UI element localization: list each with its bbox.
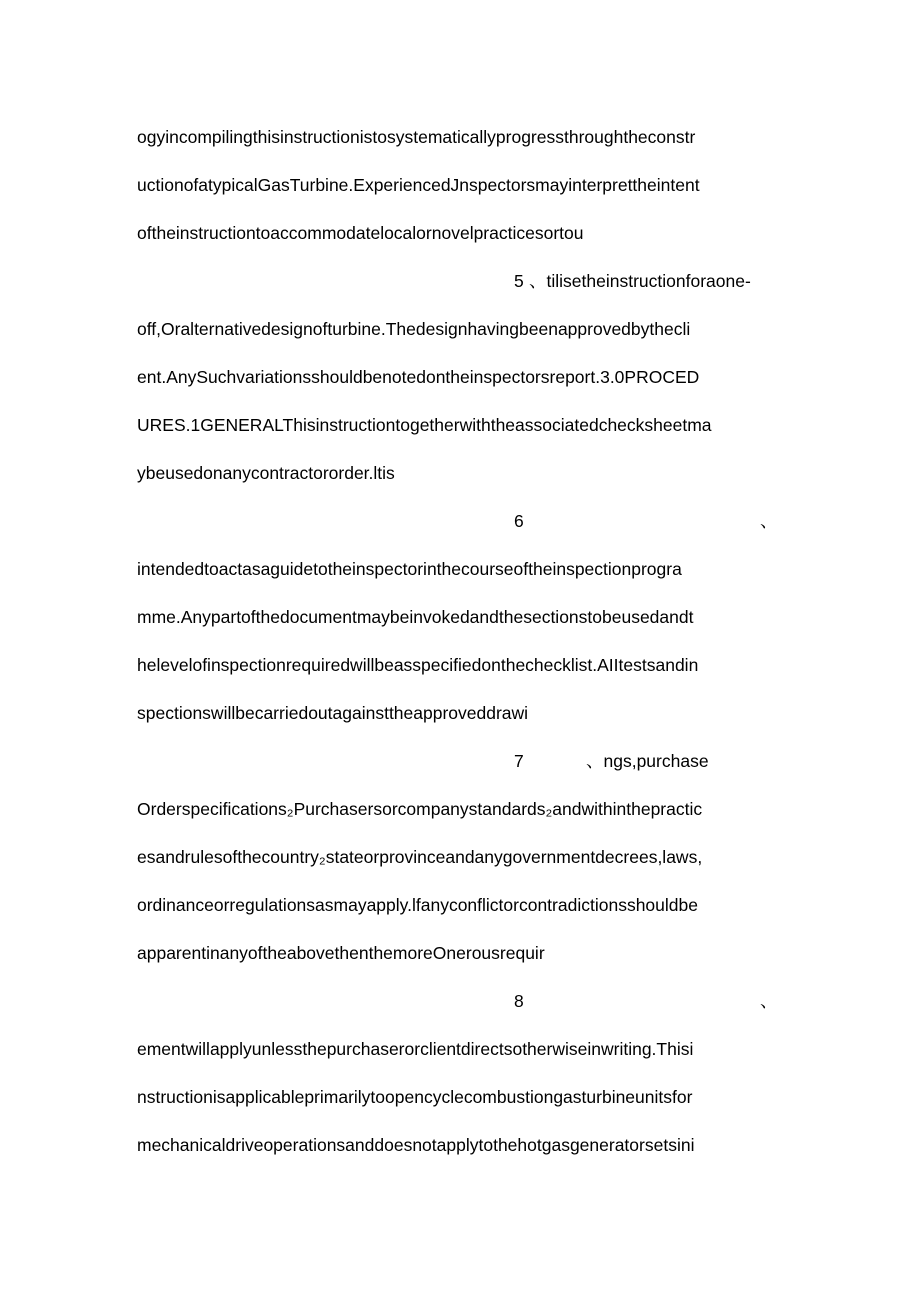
page-marker-number: 7 <box>514 751 524 771</box>
body-text-line: uctionofatypicalGasTurbine.ExperiencedJnspectorsmayinterprettheintent <box>137 175 700 195</box>
page-marker-number: 6 <box>514 511 524 531</box>
body-text-line: URES.1GENERALThisinstructiontogetherwiththeassociatedchecksheetma <box>137 415 712 435</box>
body-text-line: helevelofinspectionrequiredwillbeasspecifiedonthechecklist.AIItestsandin <box>137 655 699 675</box>
page-marker-number: 8 <box>514 991 524 1011</box>
body-text-line: ordinanceorregulationsasmayapply.lfanyconflictorcontradictionsshouldbe <box>137 895 698 915</box>
body-text-line: mme.Anypartofthedocumentmaybeinvokedandthesectionstobeusedandt <box>137 607 694 627</box>
page-marker-text: 、 <box>760 511 778 531</box>
body-text-line: Orderspecifications₂Purchasersorcompanystandards₂andwithinthepractic <box>137 799 703 819</box>
page-marker-number: 5 <box>514 271 524 291</box>
body-text-line: off,Oralternativedesignofturbine.Thedesignhavingbeenapprovedbythecli <box>137 319 691 339</box>
page-marker-text: 、ngs,purchase <box>586 751 709 771</box>
body-text-line: ybeusedonanycontractororder.ltis <box>137 463 395 483</box>
body-text-line: esandrulesofthecountry₂stateorprovinceandanygovernmentdecrees,laws, <box>137 847 703 867</box>
body-text-line: intendedtoactasaguidetotheinspectorinthecourseoftheinspectionprogra <box>137 559 682 579</box>
body-text-line: ent.AnySuchvariationsshouldbenotedontheinspectorsreport.3.0PROCED <box>137 367 700 387</box>
body-text-line: spectionswillbecarriedoutagainsttheapproveddrawi <box>137 703 529 723</box>
body-text-line: ogyincompilingthisinstructionistosystematicallyprogressthroughtheconstr <box>137 127 696 147</box>
body-text-line: oftheinstructiontoaccommodatelocalornovelpracticesortou <box>137 223 584 243</box>
body-text-line: apparentinanyoftheabovethenthemoreOnerousrequir <box>137 943 545 963</box>
page-marker-text: 、 <box>760 991 778 1011</box>
body-text-line: mechanicaldriveoperationsanddoesnotapplytothehotgasgeneratorsetsini <box>137 1135 695 1155</box>
body-text-line: ementwillapplyunlessthepurchaserorclientdirectsotherwiseinwriting.Thisi <box>137 1039 694 1059</box>
page-marker-text: 、tilisetheinstructionforaone- <box>529 271 751 291</box>
body-text-line: nstructionisapplicableprimarilytoopencyclecombustiongasturbineunitsfor <box>137 1087 693 1107</box>
